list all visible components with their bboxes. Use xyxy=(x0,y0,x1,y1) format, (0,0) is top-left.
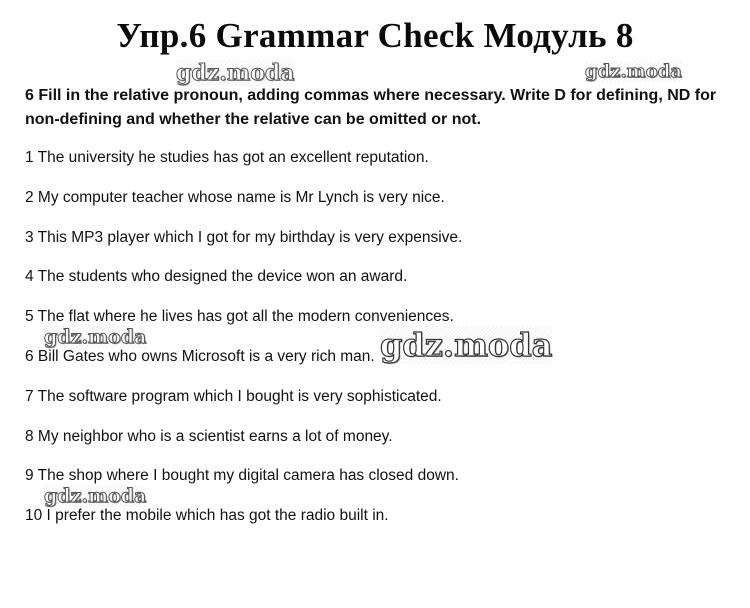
exercise-instruction: 6 Fill in the relative pronoun, adding commas where necessary. Write D for defining, ND for non-defining and whether the relative can be omitted or not. xyxy=(25,87,717,128)
list-item: 5 The flat where he lives has got all the modern conveniences. xyxy=(25,308,454,326)
watermark-top-left: gdz.moda xyxy=(176,60,295,86)
list-item: 1 The university he studies has got an excellent reputation. xyxy=(25,149,429,166)
page-title: Упр.6 Grammar Check Модуль 8 xyxy=(116,16,634,55)
list-item: 7 The software program which I bought is very sophisticated. xyxy=(25,387,442,405)
watermark-mid-left: gdz.moda xyxy=(44,326,147,348)
list-item: 3 This MP3 player which I got for my birthday is very expensive. xyxy=(25,228,463,246)
list-item: 2 My computer teacher whose name is Mr Lynch is very nice. xyxy=(25,188,445,206)
list-item: 4 The students who designed the device won an award. xyxy=(25,268,408,286)
list-item: 6 Bill Gates who owns Microsoft is a very rich man. xyxy=(25,347,375,365)
list-item: 10 I prefer the mobile which has got the radio built in. xyxy=(25,507,389,525)
list-item: 9 The shop where I bought my digital camera has closed down. xyxy=(25,467,459,485)
watermark-top-right: gdz.moda xyxy=(585,61,682,82)
list-item: 8 My neighbor who is a scientist earns a lot of money. xyxy=(25,427,393,445)
watermark-center-large: gdz.moda xyxy=(380,326,553,364)
watermark-bottom-left: gdz.moda xyxy=(44,485,147,507)
